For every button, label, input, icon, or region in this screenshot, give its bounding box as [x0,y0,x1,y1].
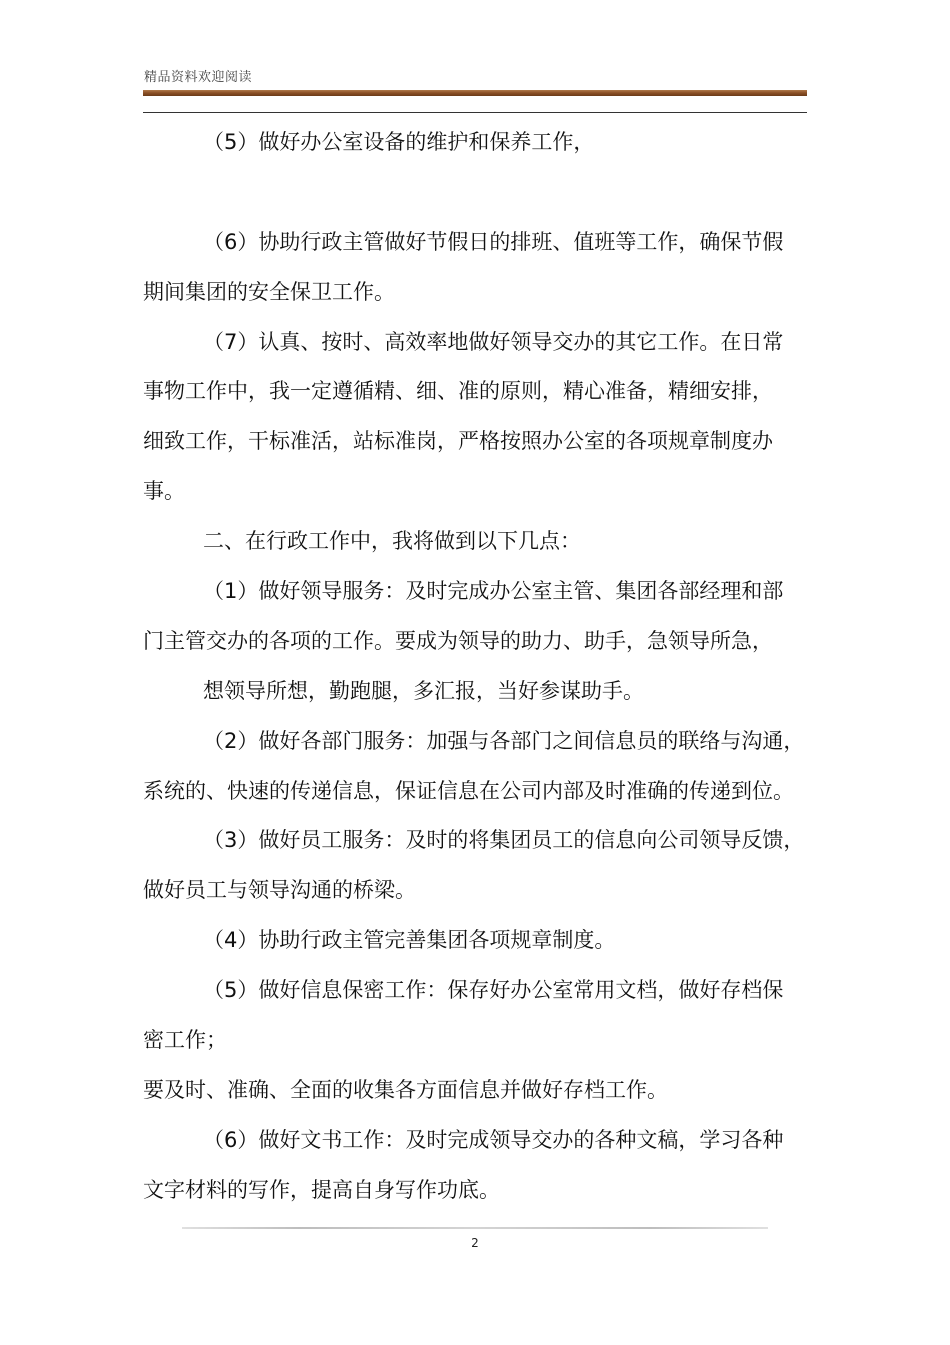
paragraph-line: 期间集团的安全保卫工作。 [143,280,395,304]
paragraph-line: （1）做好领导服务：及时完成办公室主管、集团各部经理和部 [203,579,784,603]
paragraph-line: （3）做好员工服务：及时的将集团员工的信息向公司领导反馈， [203,828,805,852]
paragraph-line: 门主管交办的各项的工作。要成为领导的助力、助手，急领导所急， [143,629,773,653]
paragraph-line: （7）认真、按时、高效率地做好领导交办的其它工作。在日常 [203,330,784,354]
paragraph-line: 想领导所想，勤跑腿，多汇报，当好参谋助手。 [203,679,644,703]
paragraph-line: （4）协助行政主管完善集团各项规章制度。 [203,928,616,952]
header-rule-thick [143,90,807,96]
paragraph-line: （5）做好信息保密工作：保存好办公室常用文档，做好存档保 [203,978,784,1002]
paragraph-line: 事物工作中，我一定遵循精、细、准的原则，精心准备，精细安排， [143,379,773,403]
paragraph-line: （2）做好各部门服务：加强与各部门之间信息员的联络与沟通， [203,729,805,753]
page-number: 2 [471,1236,479,1250]
paragraph-line: （5）做好办公室设备的维护和保养工作， [203,130,595,154]
header-text: 精品资料欢迎阅读 [144,70,253,85]
paragraph-line: （6）做好文书工作：及时完成领导交办的各种文稿，学习各种 [203,1128,784,1152]
paragraph-line: 系统的、快速的传递信息，保证信息在公司内部及时准确的传递到位。 [143,779,794,803]
paragraph-line: 密工作； [143,1028,227,1052]
section-heading: 二、在行政工作中，我将做到以下几点： [203,529,581,553]
footer-rule [182,1227,768,1229]
paragraph-line: 事。 [143,479,185,503]
paragraph-line: 要及时、准确、全面的收集各方面信息并做好存档工作。 [143,1078,668,1102]
paragraph-line: 细致工作，干标准活，站标准岗，严格按照办公室的各项规章制度办 [143,429,773,453]
paragraph-line: 做好员工与领导沟通的桥梁。 [143,878,416,902]
paragraph-line: （6）协助行政主管做好节假日的排班、值班等工作，确保节假 [203,230,784,254]
paragraph-line: 文字材料的写作，提高自身写作功底。 [143,1178,500,1202]
header-rule-thin [143,112,807,113]
